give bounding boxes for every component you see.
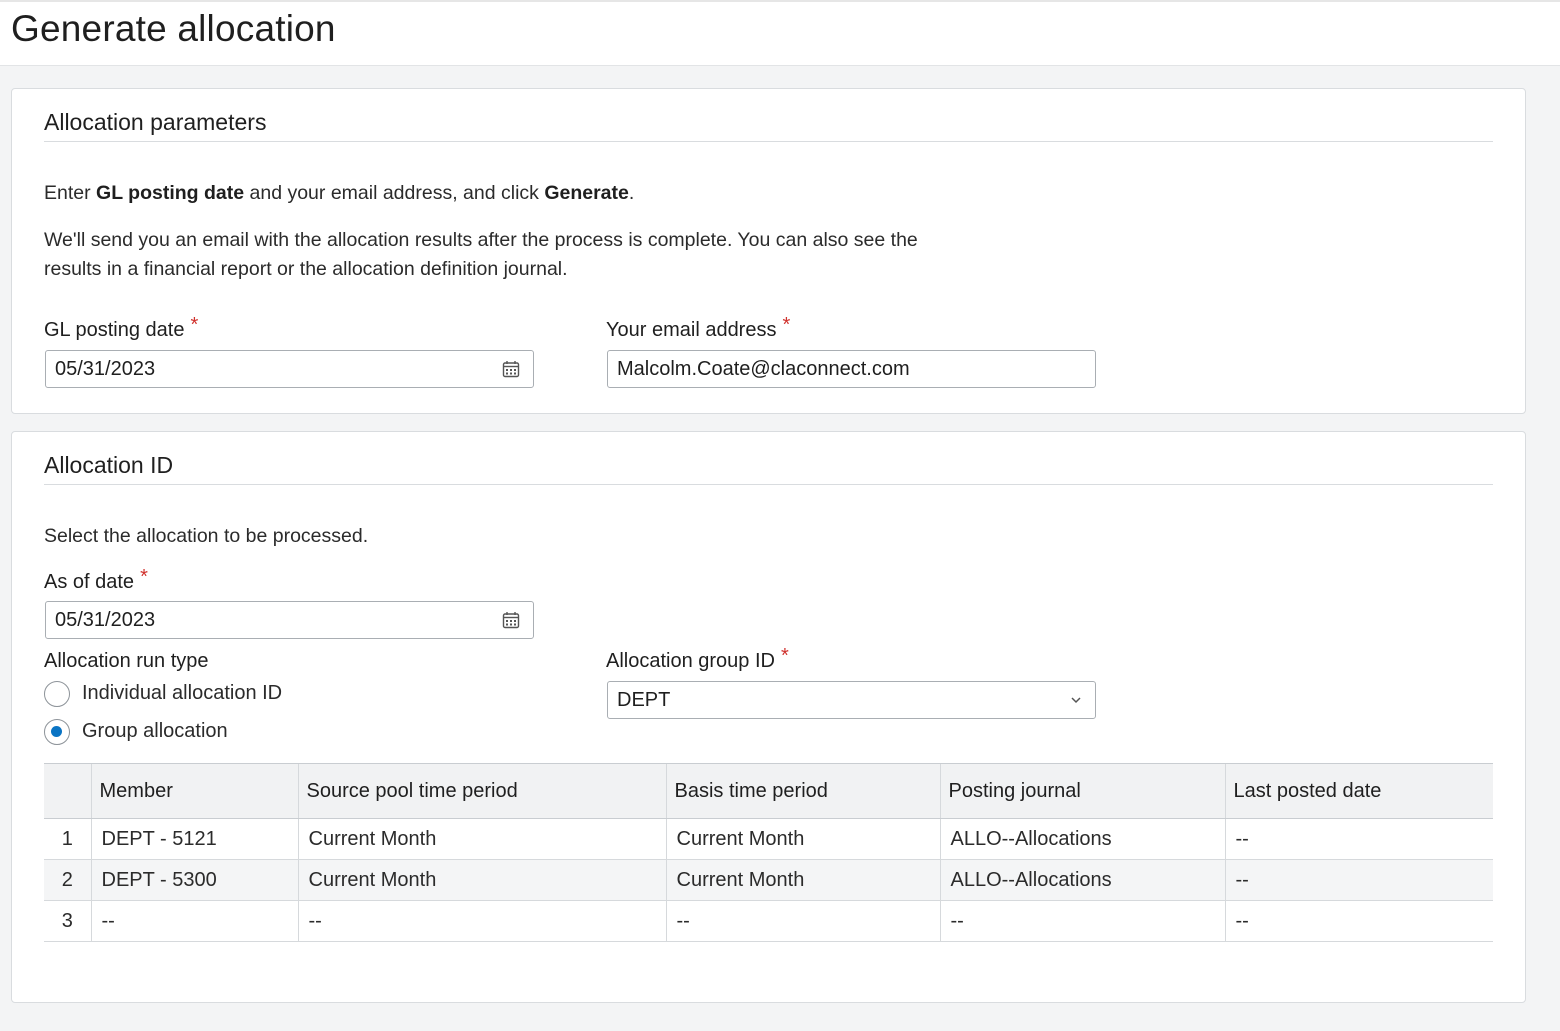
cell-last-posted: -- xyxy=(1225,819,1493,860)
allocation-instruction: Select the allocation to be processed. xyxy=(44,525,369,547)
column-header-index xyxy=(44,764,91,819)
section-title-parameters: Allocation parameters xyxy=(44,109,267,135)
required-asterisk: * xyxy=(780,645,789,667)
section-divider xyxy=(44,141,1493,142)
cell-posting-journal[interactable]: -- xyxy=(940,901,1225,942)
cell-basis-period[interactable]: Current Month xyxy=(666,860,940,901)
cell-source-pool[interactable]: Current Month xyxy=(298,819,666,860)
email-label-text: Your email address xyxy=(606,319,777,341)
table-row[interactable] xyxy=(44,819,1493,860)
cell-member[interactable]: DEPT - 5121 xyxy=(91,819,298,860)
row-number: 1 xyxy=(44,819,91,860)
radio-button-selected[interactable] xyxy=(44,719,70,745)
table-header-row xyxy=(44,764,1493,819)
radio-label-group[interactable]: Group allocation xyxy=(82,720,228,742)
table-row[interactable] xyxy=(44,901,1493,942)
column-header-last-posted[interactable]: Last posted date xyxy=(1225,764,1493,819)
chevron-down-icon[interactable] xyxy=(1069,693,1083,707)
gl-date-label-text: GL posting date xyxy=(44,319,185,341)
instr-prefix: Enter xyxy=(44,182,97,204)
cell-source-pool[interactable]: Current Month xyxy=(298,860,666,901)
section-title-allocation-id: Allocation ID xyxy=(44,452,174,478)
cell-basis-period[interactable]: Current Month xyxy=(666,819,940,860)
instr-bold-gl-date: GL posting date xyxy=(96,182,245,204)
column-header-posting-journal[interactable]: Posting journal xyxy=(940,764,1225,819)
column-header-member[interactable]: Member xyxy=(91,764,298,819)
column-header-source-pool[interactable]: Source pool time period xyxy=(298,764,666,819)
radio-label-individual[interactable]: Individual allocation ID xyxy=(82,682,283,704)
cell-posting-journal[interactable]: ALLO--Allocations xyxy=(940,819,1225,860)
column-header-basis-period[interactable]: Basis time period xyxy=(666,764,940,819)
instr-suffix: . xyxy=(628,182,635,204)
section-divider xyxy=(44,484,1493,485)
note-line-2: results in a financial report or the allocation definition journal. xyxy=(44,258,568,280)
cell-member[interactable]: DEPT - 5300 xyxy=(91,860,298,901)
instr-mid: and your email address, and click xyxy=(244,182,545,204)
email-label xyxy=(606,314,791,342)
cell-basis-period[interactable]: -- xyxy=(666,901,940,942)
calendar-icon[interactable] xyxy=(502,611,520,629)
calendar-icon[interactable] xyxy=(502,360,520,378)
allocation-members-table xyxy=(44,763,1493,942)
radio-button[interactable] xyxy=(44,681,70,707)
note-line-1: We'll send you an email with the allocation results after the process is complete. You can also see the xyxy=(44,229,918,251)
run-type-label: Allocation run type xyxy=(44,650,209,672)
required-asterisk: * xyxy=(190,314,199,336)
gl-date-label xyxy=(44,314,199,342)
group-id-label-text: Allocation group ID xyxy=(606,650,775,672)
gl-date-input[interactable] xyxy=(45,350,534,388)
cell-last-posted: -- xyxy=(1225,901,1493,942)
as-of-date-value: 05/31/2023 xyxy=(55,609,156,631)
email-input[interactable] xyxy=(607,350,1096,388)
as-of-date-label xyxy=(44,566,148,594)
page-header xyxy=(0,0,1560,66)
as-of-date-label-text: As of date xyxy=(44,571,135,593)
row-number: 3 xyxy=(44,901,91,942)
instr-bold-generate: Generate xyxy=(544,182,629,204)
group-id-value: DEPT xyxy=(617,689,671,711)
gl-date-value: 05/31/2023 xyxy=(55,358,156,380)
cell-source-pool[interactable]: -- xyxy=(298,901,666,942)
required-asterisk: * xyxy=(782,314,791,336)
row-number: 2 xyxy=(44,860,91,901)
cell-posting-journal[interactable]: ALLO--Allocations xyxy=(940,860,1225,901)
as-of-date-input[interactable] xyxy=(45,601,534,639)
allocation-parameters-panel xyxy=(11,88,1526,414)
cell-member[interactable]: -- xyxy=(91,901,298,942)
page-title: Generate allocation xyxy=(11,8,336,49)
instructions-text xyxy=(44,179,634,208)
cell-last-posted: -- xyxy=(1225,860,1493,901)
group-id-label xyxy=(606,645,789,673)
email-value: Malcolm.Coate@claconnect.com xyxy=(617,358,910,380)
group-id-select[interactable] xyxy=(607,681,1096,719)
table-row[interactable] xyxy=(44,860,1493,901)
required-asterisk: * xyxy=(140,566,148,588)
allocation-id-panel xyxy=(11,431,1526,1003)
